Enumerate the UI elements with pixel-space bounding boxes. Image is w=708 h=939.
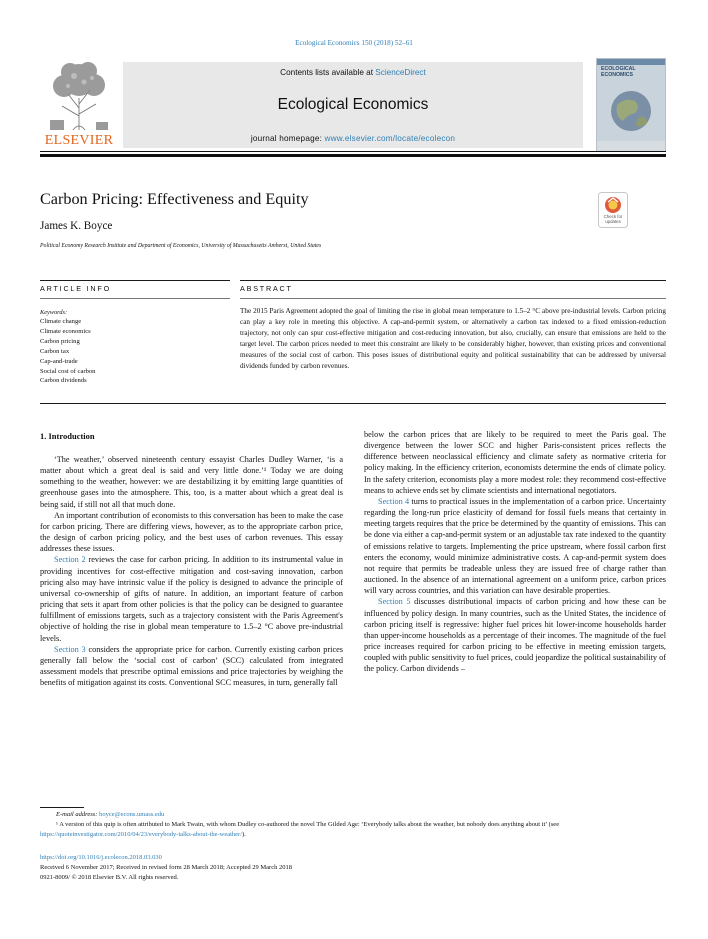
paragraph — [40, 554, 343, 643]
footnote-1 — [40, 820, 666, 839]
check-for-updates-badge[interactable] — [598, 192, 628, 228]
cover-globe-icon — [605, 89, 657, 133]
homepage-link[interactable]: www.elsevier.com/locate/ecolecon — [324, 134, 456, 143]
paragraph — [364, 596, 666, 674]
section-link[interactable]: Section 5 — [378, 597, 411, 607]
check-updates-label: Check for updates — [603, 214, 623, 224]
keywords-label: Keywords: — [40, 309, 68, 316]
keywords-list — [40, 317, 95, 386]
keyword-item: Carbon dividends — [40, 377, 87, 385]
abstract-heading: ABSTRACT — [240, 284, 293, 293]
section-link[interactable]: Section 2 — [54, 555, 86, 565]
email-footnote — [56, 810, 164, 820]
received-dates: Received 6 November 2017; Received in revised form 28 March 2018; Accepted 29 March 2018 — [40, 863, 292, 871]
abstract-top-rule — [240, 280, 666, 281]
keyword-item: Carbon pricing — [40, 337, 80, 345]
paragraph: below the carbon prices that are likely to be required to meet the Paris goal. The divergence between the lower SCC and higher Paris-consistent prices reflects the difference between neoclassical efficiency and climate safety as normative criteria for policy making. In the efficiency criterion, economists determine the ends of climate policy. In the safety criterion, economists play a more modest role: they recommend cost-effective means to achieve ends set by climate scientists and international negotiators. — [364, 430, 666, 495]
paragraph: An important contribution of economists to this conversation has been to make the case for carbon pricing. There are differing views, however, as to the appropriate carbon price, the design of carbon pricing policy, and the best uses of carbon revenues. This essay addresses these issues. — [40, 510, 343, 554]
doi-link[interactable]: https://doi.org/10.1016/j.ecolecon.2018.03.030 — [40, 854, 162, 861]
homepage-prefix: journal homepage: — [250, 134, 325, 143]
keyword-item: Cap-and-trade — [40, 357, 78, 365]
section-heading-introduction: 1. Introduction — [40, 431, 95, 441]
sciencedirect-link[interactable]: ScienceDirect — [375, 68, 426, 77]
article-info-heading: ARTICLE INFO — [40, 284, 111, 293]
section-link[interactable]: Section 3 — [54, 644, 86, 654]
journal-cover-image[interactable] — [596, 58, 666, 152]
abstract-text: The 2015 Paris Agreement adopted the goal of limiting the rise in global mean temperature to 1.5–2 °C above pre-industrial levels. Carbon pricing can play a key role in meeting this objective. A cap-and-permit system, or alternatively a carbon tax indexed to a fixed emission-reduction trajectory, not only can spur cost-effective mitigation and cost-reducing innovation, but also, crucially, can ensure that emissions are held to the target level. The carbon prices needed to meet this constraint are likely to be considerably higher, however, than existing prices and conventional measures of the social cost of carbon. This poses issues of distributional equity and political sustainability that can be addressed by universal dividends funded by carbon revenues. — [240, 307, 666, 370]
paragraph-text: reviews the case for carbon pricing. In addition to its instrumental value in providing incentives for cost-effective mitigation and cost-saving innovation, carbon pricing also may have intrinsic value if the policy is designed to advance the principle of universal co-ownership of gifts of nature. In addition, an important feature of carbon pricing that sets it apart from other policies is that the policy can be designed to guarantee fulfillment of emissions targets, such as a trajectory consistent with the Paris Agreement's objective of holding the rise in global mean temperature to 1.5–2 °C above pre-industrial levels. — [40, 555, 344, 643]
author-affiliation: Political Economy Research Institute and Department of Economics, University of Massachusetts Amherst, United States — [40, 243, 322, 249]
email-link[interactable]: boyce@econs.umass.edu — [99, 811, 165, 818]
author-name[interactable]: James K. Boyce — [40, 220, 113, 232]
paragraph — [364, 496, 666, 596]
paragraph: ‘The weather,’ observed nineteenth century essayist Charles Dudley Warner, ‘is a matter about which a great deal is said and very little done.’¹ Today we are doing something to the weather, however: we are destabilizing it by emitting large quantities of greenhouse gases into the atmosphere. This, too, is a matter about which a great deal is being said, if still not all that much done. — [40, 455, 343, 509]
abstract-bottom-rule — [40, 403, 666, 404]
publication-info — [40, 853, 292, 883]
article-info-top-rule — [40, 280, 230, 281]
footnote-url-link[interactable]: https://quoteinvestigator.com/2010/04/23/everybody-talks-about-the-weather/ — [40, 830, 242, 838]
keyword-item: Climate economics — [40, 327, 91, 335]
footnote-end: ). — [242, 830, 246, 838]
paragraph-text: turns to practical issues in the implementation of a carbon price. Uncertainty regarding the long-run price elasticity of demand for fossil fuels means that certainty in meeting targets requires that the price be determined by the quantity of emissions. This can be done via either a cap-and-permit system or an adjustable tax rate indexed to the quantity of emissions relative to targets. Implementing the price upstream, where fossil carbon first enters the economy, would minimize administrative costs. A cap-and-permit system does not require that permits be tradeable unless they are issued free of charge rather than auctioned. In the absence of an international agreement on a uniform price, carbon prices will vary across countries, and this variation can have desirable properties. — [364, 496, 666, 596]
contents-available — [123, 68, 583, 77]
email-label: E-mail address: — [56, 811, 100, 818]
article-info-sub-rule — [40, 298, 230, 299]
paragraph — [40, 644, 343, 689]
header-rule-thin — [40, 151, 666, 152]
journal-citation[interactable]: Ecological Economics 150 (2018) 52–61 — [295, 39, 413, 47]
body-left-column — [40, 454, 343, 688]
paragraph-text: considers the appropriate price for carbon. Currently existing carbon prices generally fall below the ‘social cost of carbon’ (SCC) calculated from integrated assessment models that prescribe optimal emissions and price trajectories by weighing the benefits of mitigation against its costs. Conventional SCC measures, in turn, generally fall — [40, 644, 344, 688]
keyword-item: Social cost of carbon — [40, 367, 96, 375]
copyright-notice: 0921-8009/ © 2018 Elsevier B.V. All rights reserved. — [40, 873, 179, 881]
paragraph-text: discusses distributional impacts of carbon pricing and how these can be influenced by policy design. In many countries, such as the United States, the incidence of carbon pricing itself is regressive: higher fuel prices hit lower-income households harder than upper-income households as a percentage of their incomes. The magnitude of the fuel price increases required for carbon pricing to be effective in meeting emission targets, coupled with public sensitivity to fuel prices, could jeopardize the political sustainability of the policy. Carbon dividends – — [364, 597, 667, 674]
journal-homepage — [123, 134, 583, 143]
body-right-column — [364, 429, 666, 674]
cover-title: ECOLOGICAL ECONOMICS — [601, 66, 636, 78]
abstract-sub-rule — [240, 298, 666, 299]
journal-title: Ecological Economics — [277, 96, 429, 113]
keyword-item: Carbon tax — [40, 347, 70, 355]
footnote-text: ¹ A version of this quip is often attributed to Mark Twain, with whom Dudley co-authored the novel The Gilded Age: ‘Everybody talks about the weather, but nobody does anything about it’ (see — [56, 821, 560, 828]
header-rule-thick — [40, 154, 666, 157]
elsevier-wordmark: ELSEVIER — [44, 133, 114, 148]
article-title: Carbon Pricing: Effectiveness and Equity — [40, 190, 309, 208]
section-link[interactable]: Section 4 — [378, 496, 410, 506]
contents-prefix: Contents lists available at — [280, 68, 376, 77]
footnote-rule — [40, 807, 84, 808]
keyword-item: Climate change — [40, 318, 82, 325]
